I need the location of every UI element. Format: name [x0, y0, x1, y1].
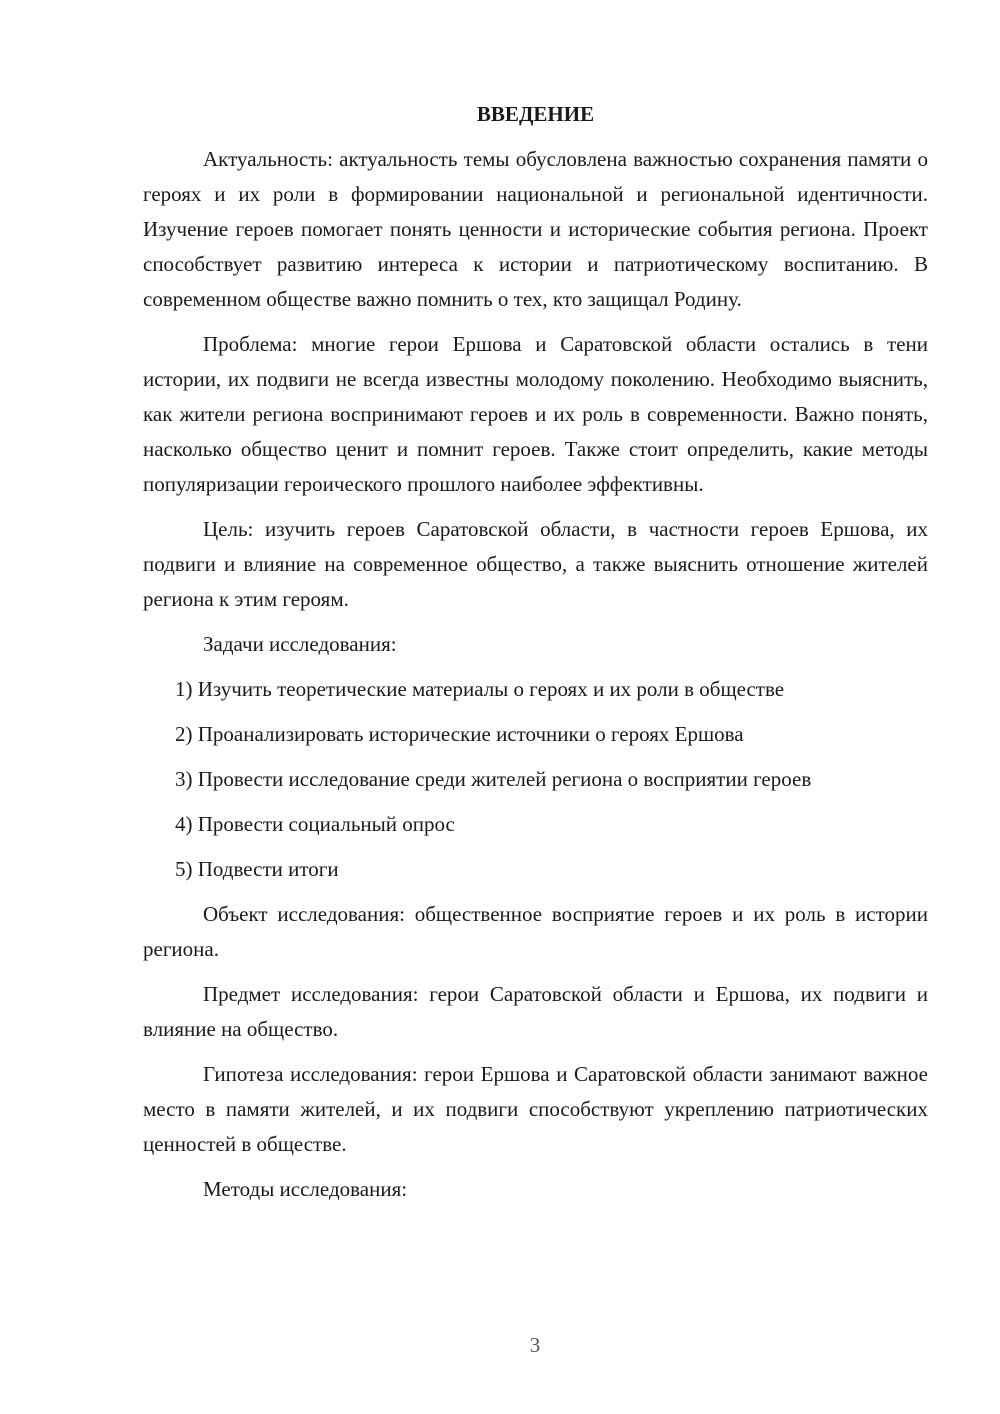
list-item: 3) Провести исследование среди жителей региона о восприятии героев — [175, 767, 812, 791]
list-item: 5) Подвести итоги — [175, 857, 339, 881]
list-item: 4) Провести социальный опрос — [175, 812, 455, 836]
methods-heading: Методы исследования: — [203, 1177, 408, 1201]
tasks-heading: Задачи исследования: — [203, 632, 397, 656]
list-item: 1) Изучить теоретические материалы о героях и их роли в обществе — [175, 677, 785, 701]
tasks-list — [143, 672, 928, 887]
list-item: 2) Проанализировать исторические источники о героях Ершова — [175, 722, 744, 746]
paragraph-problem: Проблема: многие герои Ершова и Саратовской области остались в тени истории, их подвиги не всегда известны молодому поколению. Необходимо выяснить, как жители региона воспринимают героев и их роль в современности. Важно понять, насколько общество ценит и помнит героев. Также стоит определить, какие методы популяризации героического прошлого наиболее эффективны. — [143, 332, 928, 496]
paragraph-hypothesis: Гипотеза исследования: герои Ершова и Саратовской области занимают важное место в памяти жителей, и их подвиги способствуют укреплению патриотических ценностей в обществе. — [143, 1062, 928, 1156]
page-number: 3 — [529, 1333, 541, 1357]
paragraph-object: Объект исследования: общественное восприятие героев и их роль в истории региона. — [143, 902, 928, 961]
paragraph-relevance: Актуальность: актуальность темы обусловлена важностью сохранения памяти о героях и их роли в формировании национальной и региональной идентичности. Изучение героев помогает понять ценности и исторические события региона. Проект способствует развитию интереса к истории и патриотическому воспитанию. В современном обществе важно помнить о тех, кто защищал Родину. — [143, 147, 928, 311]
page-title: ВВЕДЕНИЕ — [476, 102, 595, 126]
paragraph-subject: Предмет исследования: герои Саратовской области и Ершова, их подвиги и влияние на общество. — [143, 982, 928, 1041]
paragraph-goal: Цель: изучить героев Саратовской области, в частности героев Ершова, их подвиги и влияние на современное общество, а также выяснить отношение жителей региона к этим героям. — [143, 517, 928, 611]
page-content — [143, 97, 928, 1217]
